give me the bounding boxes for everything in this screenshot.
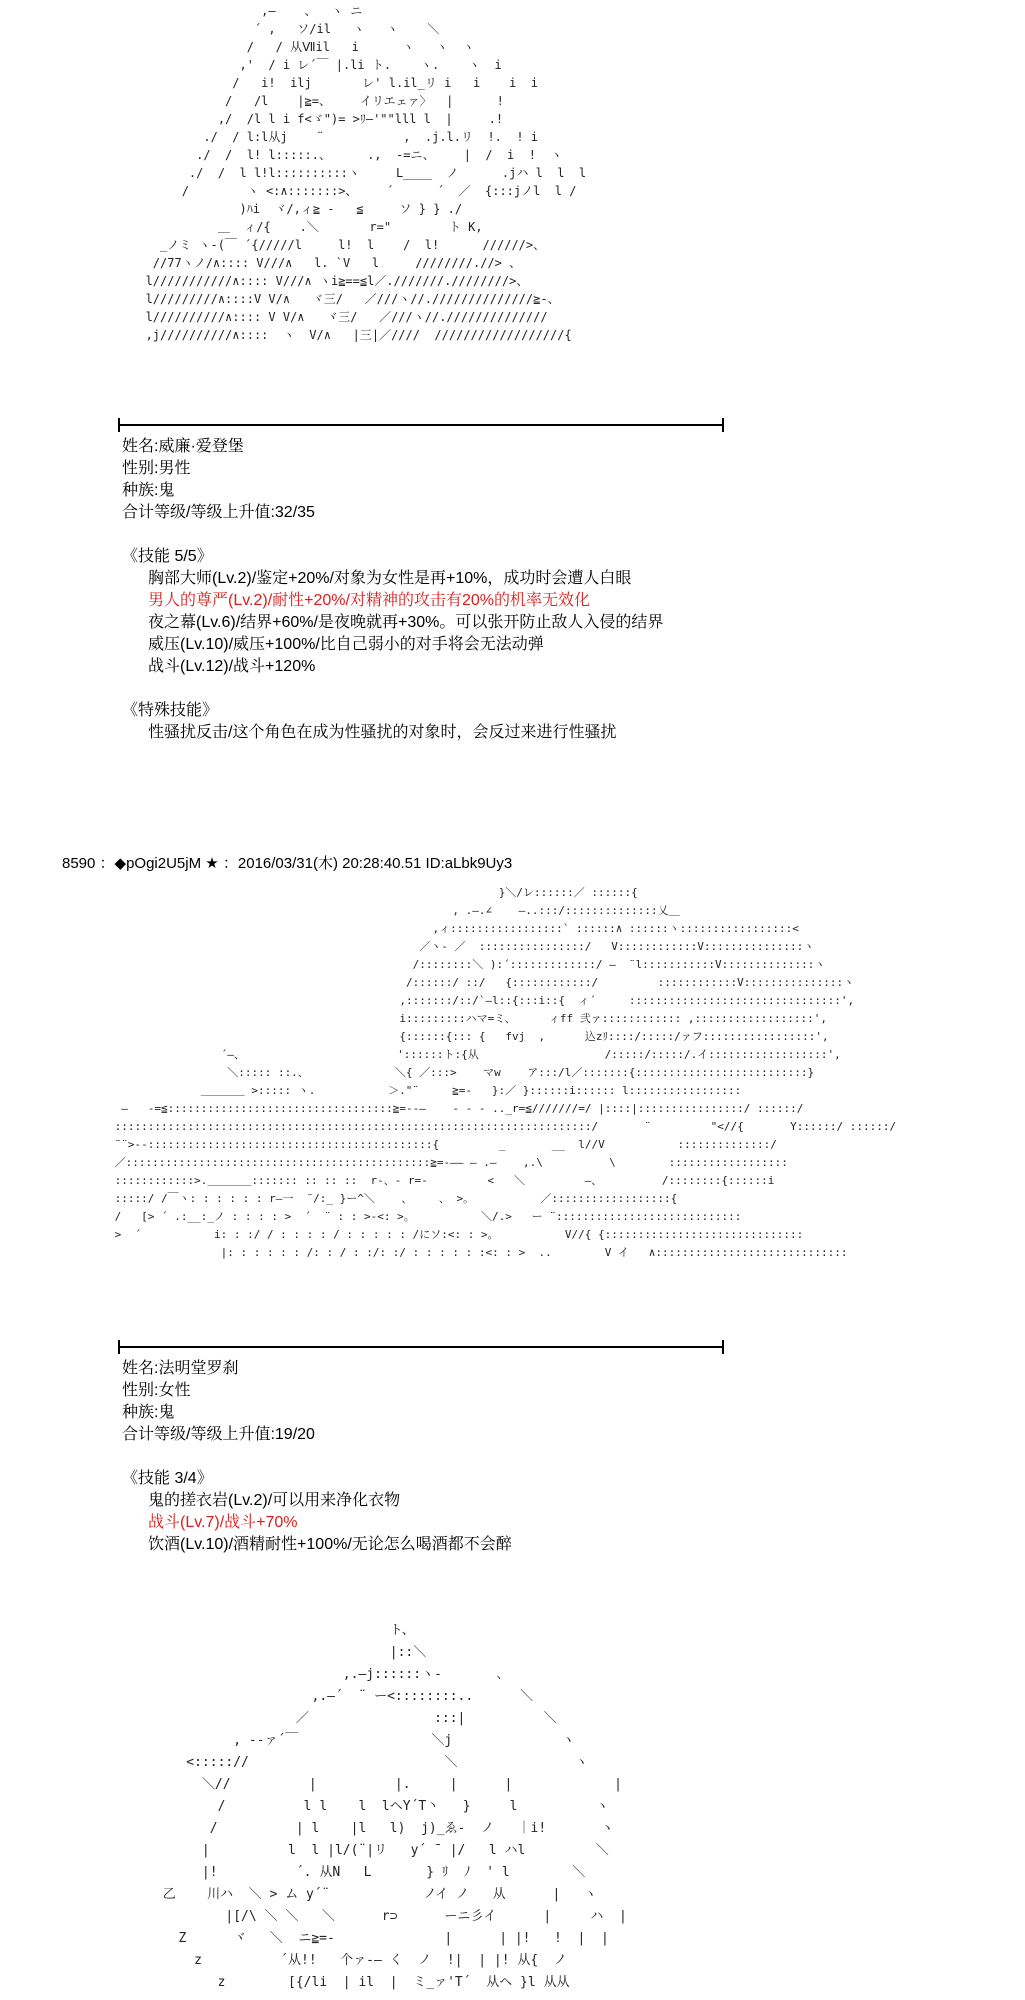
skill-item: 夜之幕(Lv.6)/结界+60%/是夜晚就再+30%。可以张开防止敌人入侵的结界: [148, 614, 664, 631]
skills-title: 《技能 5/5》: [122, 548, 213, 565]
ascii-art-character-3: ト、 |::＼ ,.—j::::::ヽ- ､ ,.—´ ¨ ー<::::::::.. ＼ ／ :::| ＼ , --ァ´￣ ＼j ヽ <:::::// ＼ ヽ ＼// | |. | | | / l l l lヘY´T丶 } l ヽ / | l |l l) j)_ゑ- ノ ｜i! ヽ | l l |l/(¨|リ y´ ̄ |/ l ハl ＼ |! ´. 从N L } ﾘ ﾉ ' l ＼ 乙 川ハ ＼ > ム y´¨ ノイ ノ 从 | ヽ |[/\ ＼ ＼ ＼ r⊃ ーニ彡イ | ハ | Z ヾ ＼ ニ≧=- | | |! ! | | z ´从!! 个ァ‐— く ノ !| | |! 从{ ノ z [{/li | il | ミ_ァ'T´ 从ヘ }l 从从: [162, 1623, 627, 1990]
skill-item-highlighted: 男人的尊严(Lv.2)/耐性+20%/对精神的攻击有20%的机率无效化: [148, 592, 590, 609]
char-race: 种族:鬼: [122, 1404, 175, 1421]
char-level: 合计等级/等级上升值:32/35: [122, 504, 315, 521]
separator-tick-left-1: [118, 418, 120, 432]
skill-item: 威压(Lv.10)/威压+100%/比自己弱小的对手将会无法动弹: [148, 636, 544, 653]
ascii-art-character-2: }＼/レ::::::／ ::::::{ , .—.∠ —..:::/::::::::::::::乂＿ ,ィ:::::::::::::::::` ::::::∧ ::::::ヽ:::::::::::::::::< ／ヽ- ／ ::::::::::::::::/ V::::::::::::V:::::::::::::::ヽ /::::::::＼ ):´:::::::::::::/ — ¨l:::::::::::V::::::::::::::ヽ /::::::/ ::/ {::::::::::::/ ::::::::::::V:::::::::::::::ヽ ,:::::::/::/`—l::{:::i::{ ィ´ ::::::::::::::::::::::::::::::::', i:::::::::ハマ=ミ、 ィff 弐ァ:::::::::::: ,::::::::::::::::::', {::::::{::: { fvj , 込zﾘ::::/:::::/ァフ:::::::::::::::::', ´—、 '::::::ト:{从 /:::::/:::::/.イ::::::::::::::::::', ＼::::: ::.、 ＼{ ／:::> マw ア:::/l／:::::::{::::::::::::::::::::::::::} ＿＿＿＿ >::::: ヽ. ＞."¨ ≧=- }:／ }::::::i:::::: l::::::::::::::::: — -=≦::::::::::::::::::::::::::::::::::≧=--— - ‐ - .._r=≦///////=/ |::::|::::::::::::::::/ ::::::/ ::::::::::::::::::::::::::::::::::::::::::::::::::::::::::::::::::::::::/ ¨ "<//{ Y::::::/ ::::::/ ¨¨>--:::::::::::::::::::::::::::::::::::::::::::{ _ __ l//V ::::::::::::::/ ／::::::::::::::::::::::::::::::::::::::::::::::≧=-—— — .— ,.\ \ :::::::::::::::::: ::::::::::::>.＿＿＿＿::::::: :: :: :: r-、- r=- < ＼ —、 /::::::::{::::::i :::::/ /￣ヽ: : : : : : r—一 ¨/:_ }ー^＼ 、 、 >。 ／::::::::::::::::::{ / [> ´ .:__:_ノ : : : : > ´ ¨ : : >-<: >。 ＼/.> ー ¨:::::::::::::::::::::::::::: > ´ i: : :/ / : : : : / : : : : : /にソ:<: : >。 V//{ {:::::::::::::::::::::::::::::: |: : : : : : /: : / : :/: :/ : : : : : :<: : > .. V イ ∧:::::::::::::::::::::::::::::: [114, 886, 897, 1259]
skill-item: 鬼的搓衣岩(Lv.2)/可以用来净化衣物: [148, 1492, 401, 1509]
skill-item: 饮酒(Lv.10)/酒精耐性+100%/无论怎么喝酒都不会醉: [148, 1536, 512, 1553]
char-gender: 性别:男性: [122, 460, 191, 477]
char-gender: 性别:女性: [122, 1382, 191, 1399]
ascii-art-character-1: ,— 、 ヽ ニ ´ , ソ/il ヽ ヽ ＼ / / 从Ⅶil i ヽ ヽ ヽ ,' / i レ´￣ |.li ト. ヽ. ヽ i / i! ilj レ' l.il_リ i i i i / /l |≧=、 イリエェァ〉 | ! ,/ /l l i f<ゞ")= >ﾘ—'""lll l | .! ./ / l:l从j ¨ , .j.l.リ !. ! i ./ / l! l:::::.、 ., -=ニ、 | / i ! ヽ ./ / l l!l::::::::::ヽ L____ ノ .jハ l l l / ヽ <:∧:::::::>、 ´ ´ ／ {:::jノl l / )ﾊi ヾ/,ィ≧ - ≦ ソ } } ./ ＿ ィ/{ .＼ r=" ト K, _ノミ ヽ-(￣ ´{/////l l! l / l! //////>、 //77ヽノ/∧:::: V///∧ l. `V l ////////.//> 、 l///////////∧:::: V///∧ ヽi≧==≦l／.///////.////////>、 l/////////∧::::V V/∧ ヾ三/ ／///ヽ//.//////////////≧-、 l//////////∧:::: V V/∧ ヾ三/ ／///ヽ//.////////////// ,j//////////∧:::: ヽ V/∧ |三|／//// //////////////////{: [145, 4, 587, 342]
char-level: 合计等级/等级上升值:19/20: [122, 1426, 315, 1443]
skills-title: 《技能 3/4》: [122, 1470, 213, 1487]
special-skill-item: 性骚扰反击/这个角色在成为性骚扰的对象时，会反过来进行性骚扰: [148, 724, 617, 741]
special-skills-title: 《特殊技能》: [122, 702, 219, 719]
separator-line-2: [118, 1346, 724, 1348]
post-header: 8590 ：◆pOgi2U5jM ★ ：2016/03/31(木) 20:28:40.51 ID:aLbk9Uy3: [62, 855, 513, 872]
character-sheet-2: [122, 1358, 512, 1556]
separator-tick-left-2: [118, 1340, 120, 1354]
char-race: 种族:鬼: [122, 482, 175, 499]
skill-item-highlighted: 战斗(Lv.7)/战斗+70%: [148, 1514, 298, 1531]
separator-tick-right-1: [722, 418, 724, 432]
separator-tick-right-2: [722, 1340, 724, 1354]
character-sheet-1: [122, 436, 663, 744]
char-name: 姓名:威廉·爱登堡: [122, 438, 244, 455]
skill-item: 胸部大师(Lv.2)/鉴定+20%/对象为女性是再+10%，成功时会遭人白眼: [148, 570, 632, 587]
separator-line-1: [118, 424, 724, 426]
skill-item: 战斗(Lv.12)/战斗+120%: [148, 658, 316, 675]
char-name: 姓名:法明堂罗刹: [122, 1360, 239, 1377]
